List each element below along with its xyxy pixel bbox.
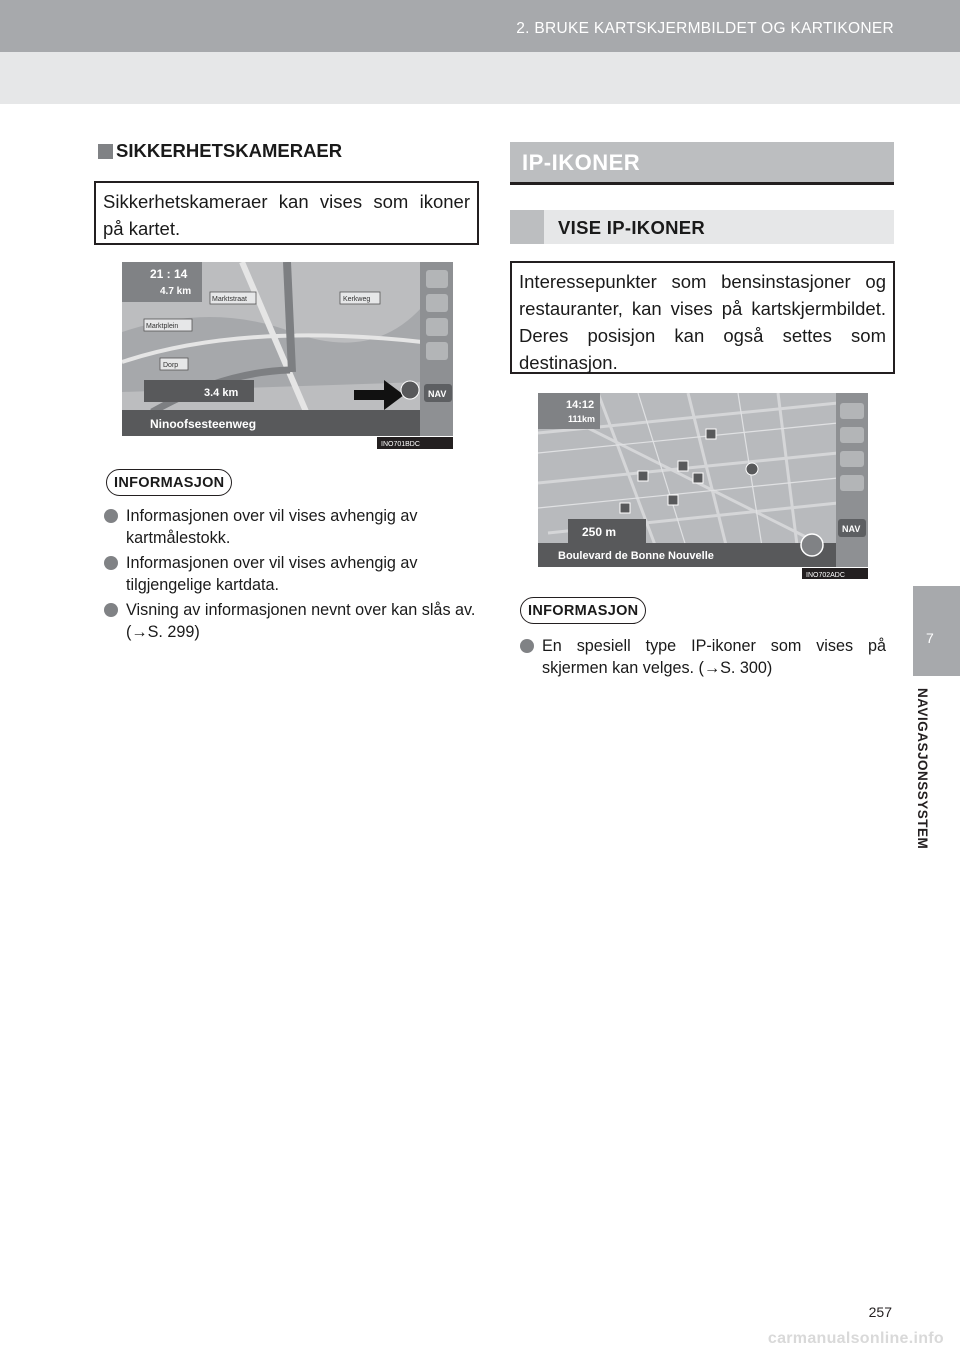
chapter-side-label-text: NAVIGASJONSSYSTEM bbox=[915, 688, 930, 850]
image-code: INO701BDC bbox=[381, 441, 420, 448]
map-distance: 111km bbox=[568, 414, 596, 424]
info-label: INFORMASJON bbox=[520, 597, 646, 624]
map-turn-distance: 3.4 km bbox=[204, 387, 239, 399]
map-distance: 4.7 km bbox=[160, 286, 192, 297]
watermark: carmanualsonline.info bbox=[767, 1330, 944, 1347]
info-bullet: Visning av informasjonen nevnt over kan slås av. (→S. 299) bbox=[104, 599, 476, 643]
chapter-tab bbox=[913, 586, 960, 676]
map-road-name: Ninoofsesteenweg bbox=[150, 417, 257, 431]
map-street-label: Marktplein bbox=[146, 323, 179, 330]
subsection-heading bbox=[510, 210, 894, 244]
map-road-name: Boulevard de Bonne Nouvelle bbox=[558, 550, 714, 562]
map-street-label: Marktstraat bbox=[212, 296, 248, 303]
intro-box-cameras: Sikkerhetskameraer kan vises som ikoner på kartet. bbox=[94, 181, 479, 245]
info-bullet: En spesiell type IP-ikoner som vises på skjermen kan velges. (→S. 300) bbox=[520, 635, 886, 679]
map-street-label: Kerkweg bbox=[343, 296, 371, 303]
bullet-dot-icon bbox=[104, 509, 118, 523]
bullet-dot-icon bbox=[104, 556, 118, 570]
page-number: 257 bbox=[868, 1304, 892, 1320]
map-screenshot-poi bbox=[538, 393, 868, 579]
map-time: 21 : 14 bbox=[150, 267, 188, 281]
map-turn-distance: 250 m bbox=[582, 525, 617, 539]
intro-box-poi: Interessepunkter som bensinstasjoner og restauranter, kan vises på kartskjermbildet. Deres posisjon kan også settes som destinasjon. bbox=[510, 261, 895, 374]
section-heading-cameras bbox=[98, 140, 342, 162]
map-street-label: Dorp bbox=[163, 362, 179, 369]
info-bullet: Informasjonen over vil vises avhengig av tilgjengelige kartdata. bbox=[104, 552, 476, 596]
map-screenshot-cameras bbox=[122, 262, 453, 449]
chapter-title: 2. BRUKE KARTSKJERMBILDET OG KARTIKONER bbox=[516, 20, 894, 37]
map-nav-button: NAV bbox=[842, 524, 861, 534]
section-heading-poi bbox=[510, 142, 894, 185]
map-time: 14:12 bbox=[566, 399, 595, 411]
subsection-marker bbox=[510, 210, 544, 244]
subsection-heading-text: VISE IP-IKONER bbox=[558, 217, 706, 238]
square-bullet-icon bbox=[98, 144, 113, 159]
bullet-dot-icon bbox=[104, 603, 118, 617]
info-label: INFORMASJON bbox=[106, 469, 232, 496]
section-heading-text: SIKKERHETSKAMERAER bbox=[116, 140, 343, 161]
map-nav-button: NAV bbox=[428, 389, 447, 399]
info-bullet: Informasjonen over vil vises avhengig av kartmålestokk. bbox=[104, 505, 476, 549]
bullet-dot-icon bbox=[520, 639, 534, 653]
chapter-side-label bbox=[910, 688, 950, 898]
image-code: INO702ADC bbox=[806, 572, 845, 579]
section-heading-poi-text: IP-IKONER bbox=[522, 150, 641, 175]
chapter-number: 7 bbox=[926, 630, 934, 646]
